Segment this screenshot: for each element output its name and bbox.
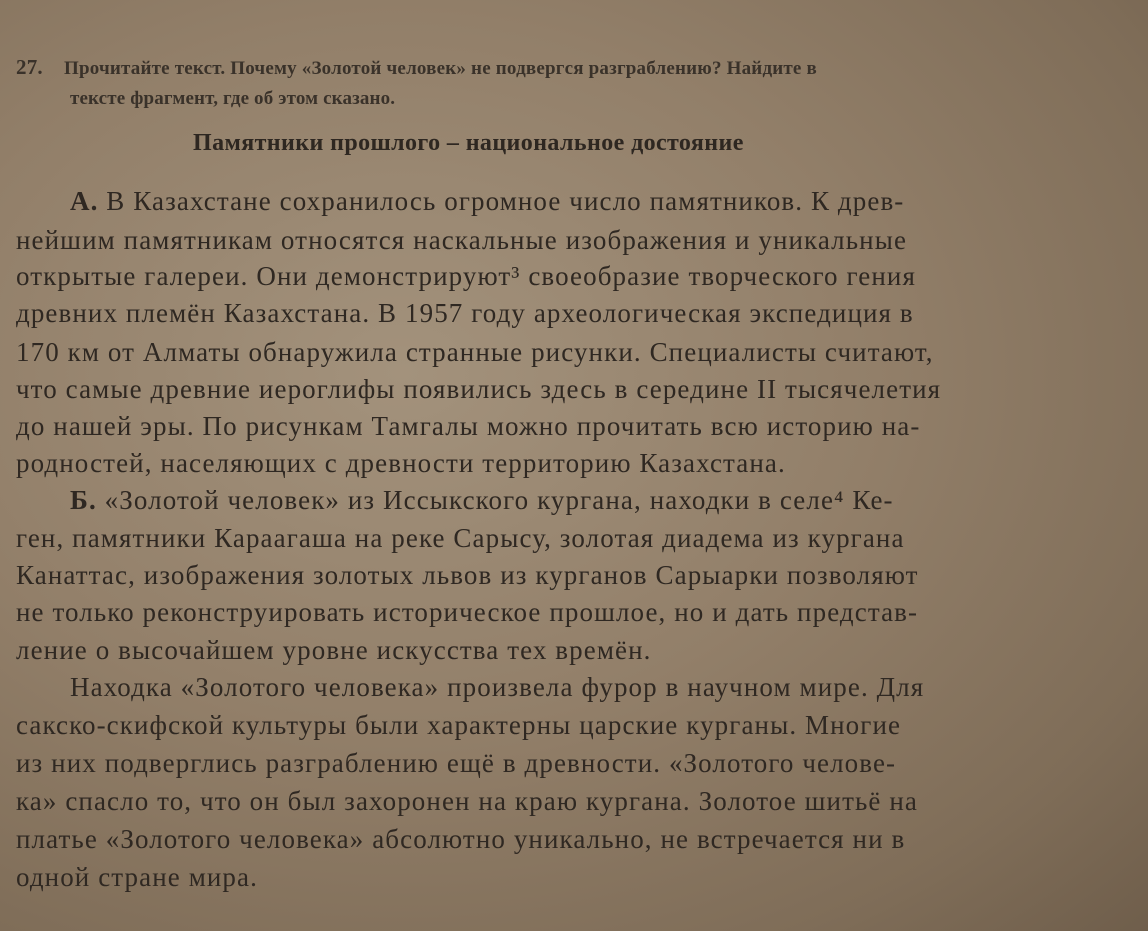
paragraph-a-line-5: 170 км от Алматы обнаружила странные рисунки. Специалисты считают,: [16, 337, 934, 367]
paragraph-c-line-1: Находка «Золотого человека» произвела фурор в научном мире. Для: [70, 672, 925, 702]
paragraph-b-line-4: не только реконструировать историческое прошлое, но и дать представ-: [16, 597, 919, 627]
paragraph-c-line-6: одной стране мира.: [16, 862, 258, 892]
paragraph-a-line-4: древних племён Казахстана. В 1957 году археологическая экспедиция в: [16, 298, 914, 328]
paragraph-a-line-3: открытые галереи. Они демонстрируют³ своеобразие творческого гения: [16, 261, 916, 291]
paragraph-b-line-2: ген, памятники Караагаша на реке Сарысу, золотая диадема из кургана: [16, 523, 905, 553]
text-title: Памятники прошлого – национальное достояние: [193, 130, 744, 156]
paragraph-b-mark: Б.: [70, 485, 97, 515]
paragraph-a-line-8: родностей, населяющих с древности территорию Казахстана.: [16, 448, 786, 478]
paragraph-c-line-4: ка» спасло то, что он был захоронен на краю кургана. Золотое шитьё на: [16, 786, 918, 816]
paragraph-b-line-3: Канаттас, изображения золотых львов из курганов Сарыарки позволяют: [16, 560, 919, 590]
paragraph-a-line-7: до нашей эры. По рисункам Тамгалы можно прочитать всю историю на-: [16, 411, 921, 441]
paragraph-c-line-2: сакско-скифской культуры были характерны царские курганы. Многие: [16, 710, 902, 740]
task-number: 27.: [16, 55, 43, 79]
task-line-1: Прочитайте текст. Почему «Золотой человек» не подвергся разграблению? Найдите в: [64, 58, 817, 79]
paragraph-c-line-3: из них подверглись разграблению ещё в древности. «Золотого челове-: [16, 748, 897, 778]
paragraph-b-line-5: ление о высочайшем уровне искусства тех времён.: [16, 635, 652, 665]
paragraph-a-line-2: нейшим памятникам относятся наскальные изображения и уникальные: [16, 225, 908, 255]
paragraph-a-line-1: [70, 186, 904, 217]
paragraph-c-line-5: платье «Золотого человека» абсолютно уникально, не встречается ни в: [16, 824, 906, 854]
paragraph-b-line-1: [70, 485, 894, 516]
paragraph-a-line-6: что самые древние иероглифы появились здесь в середине II тысячелетия: [16, 374, 942, 404]
task-instruction: [16, 52, 1148, 114]
paragraph-a-mark: А.: [70, 186, 99, 216]
paragraph-a-line-1-text: В Казахстане сохранилось огромное число памятников. К древ-: [98, 186, 905, 216]
task-line-2: тексте фрагмент, где об этом сказано.: [70, 88, 396, 109]
paragraph-b-line-1-text: «Золотой человек» из Иссыкского кургана, находки в селе⁴ Ке-: [96, 485, 894, 515]
